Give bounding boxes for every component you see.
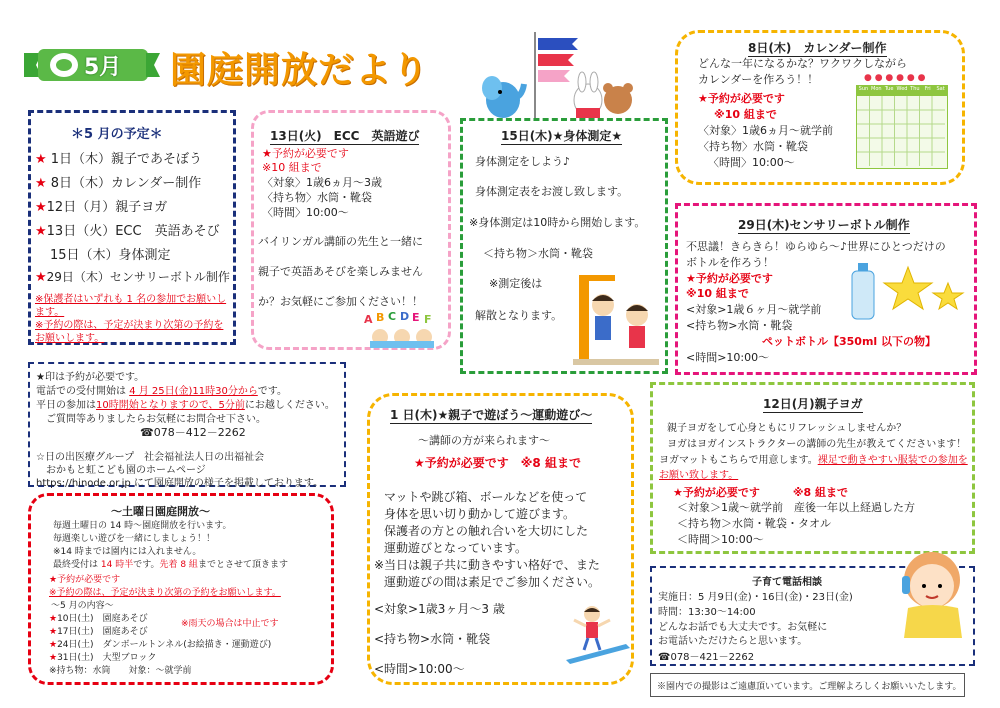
saturday-line-4-desu: です。 (133, 560, 160, 570)
saturday-line-2: 毎週楽しい遊びを一緒にしましょう！！ (53, 534, 216, 544)
star-icon: ★ (35, 176, 47, 191)
sensory-time: <時間>10:00～ (686, 351, 770, 364)
abc-children-illustration (362, 311, 442, 353)
calendar-day-label: Tue (884, 86, 894, 92)
saturday-item-text: ダンボールトンネル(お絵描き・運動遊び) (102, 640, 272, 650)
page-title: 園庭開放だより (170, 50, 430, 91)
saturday-footer: ※持ち物：水筒 対象：～就学前 (49, 666, 192, 676)
info-box (28, 362, 346, 487)
saturday-line-4-text: 最終受付は (53, 560, 101, 570)
calendar-box (675, 30, 965, 185)
movement-line-1: マットや跳び箱、ボールなどを使って (384, 490, 588, 504)
saturday-item: ★31日(土) 大型ブロック (49, 653, 157, 663)
sensory-line-1: 不思議！きらきら！ゆらゆら～♪世界にひとつだけの (686, 240, 946, 253)
yoga-line-1: 親子ヨガをして心身ともにリフレッシュしませんか？ (667, 423, 907, 434)
ecc-title: 13日(火) ECC 英語遊び (270, 129, 420, 143)
schedule-item-text: 13日（火）ECC 英語あそび (46, 224, 220, 239)
saturday-item-date: 17日(土) (57, 627, 94, 637)
schedule-item-text: 12日（月）親子ヨガ (46, 200, 168, 215)
info-line-4: ご質問等ありましたらお気軽にお問合せ下さい。 (46, 414, 266, 425)
ecc-items: 〈持ち物〉水筒・靴袋 (262, 191, 372, 204)
saturday-title: ～土曜日園庭開放～ (111, 505, 210, 518)
measure-line-2: 身体測定表をお渡し致します。 (475, 185, 629, 198)
measure-box (460, 118, 668, 374)
month-badge (22, 45, 162, 85)
calendar-grid-illustration (856, 85, 948, 169)
sensory-line-2: ボトルを作ろう！ (686, 256, 774, 269)
yoga-items: ＜持ち物＞水筒・靴袋・タオル (677, 517, 831, 530)
phone-title: 子育て電話相談 (752, 577, 822, 588)
schedule-box (28, 110, 236, 345)
calendar-items: 〈持ち物〉水筒・靴袋 (698, 140, 808, 153)
movement-line-6: 運動遊びの間は素足でご参加ください。 (384, 575, 601, 589)
animal-faces-icon: ● ● ● ● ● ● (864, 73, 926, 83)
ecc-desc-2: 親子で英語あそびを楽しみません (258, 265, 423, 278)
saturday-item: ★10日(土) 園庭あそび (49, 614, 148, 624)
sensory-reserve: ★予約が必要です (686, 272, 773, 285)
calendar-line-1: どんな一年になるかな？ワクワクしながら (698, 57, 907, 70)
star-icon: ★ (35, 224, 47, 239)
yoga-line-3 (659, 451, 968, 466)
info-line-6: おかもと虹こども園のホームページ (46, 465, 206, 476)
sensory-box (675, 203, 977, 375)
movement-title: 1 日(木)★親子で遊ぼう～運動遊び～ (390, 408, 593, 422)
girl-phone-illustration (880, 540, 975, 644)
calendar-day-label: Mon (871, 86, 882, 92)
measure-line-4: ＜持ち物＞水筒・靴袋 (483, 247, 593, 260)
svg-text:B: B (376, 311, 385, 324)
movement-box (367, 393, 634, 685)
schedule-item (35, 220, 230, 244)
yoga-time: ＜時間＞10:00～ (677, 533, 764, 546)
calendar-day-label: Thu (910, 86, 920, 92)
schedule-item-text: 8日（木）カレンダー制作 (46, 176, 202, 191)
phone-time: 時間：13:30～14:00 (658, 607, 756, 618)
info-line-1: ★印は予約が必要です。 (36, 372, 145, 383)
phone-dates: 実施日：5 月9日(金)・16日(金)・23日(金) (658, 592, 853, 603)
sensory-target: <対象>1歳６ヶ月～就学前 (686, 303, 822, 316)
calendar-limit: ※10 組まで (714, 108, 777, 121)
yoga-reserve: ★予約が必要です ※8 組まで (673, 486, 849, 499)
calendar-title: 8日(木) カレンダー制作 (748, 41, 887, 55)
calendar-cells-icon (857, 96, 945, 166)
saturday-line-4-first: 先着 8 組 (159, 560, 198, 570)
info-line-3-end: にお越しください。 (244, 400, 335, 411)
schedule-item (35, 268, 230, 292)
schedule-item-text: 1日（木）親子であそぼう (46, 152, 203, 167)
movement-line-3: 保護者の方との触れ合いを大切にした (384, 524, 589, 538)
calendar-reserve: ★予約が必要です (698, 92, 785, 105)
movement-time: <時間>10:00～ (374, 662, 465, 676)
measure-line-6: 解散となります。 (475, 309, 563, 322)
svg-text:D: D (400, 311, 410, 323)
info-line-2-end: です。 (257, 386, 287, 397)
saturday-item-date: 10日(土) (57, 614, 94, 624)
saturday-item-text: 園庭あそび (102, 627, 148, 637)
ecc-desc-3: か？お気軽にご参加ください！！ (258, 295, 423, 308)
saturday-rain-note: ※雨天の場合は中止です (181, 619, 279, 629)
movement-line-4: 運動遊びとなっています。 (384, 541, 528, 555)
footer-note: ※園内での撮影はご遠慮頂いています。ご理解よろしくお願いいたします。 (657, 682, 962, 692)
bottle-stars-illustration (848, 261, 968, 325)
month-label: 5月 (84, 55, 122, 80)
star-icon: ★ (35, 200, 47, 215)
saturday-note: ※予約の際は、予定が決まり次第の予約をお願いします。 (49, 588, 281, 598)
info-tel: ☎078－412－2262 (140, 426, 246, 439)
saturday-item: ★24日(土) ダンボールトンネル(お絵描き・運動遊び) (49, 640, 272, 650)
ecc-target: 〈対象〉1歳6ヵ月～3歳 (262, 176, 382, 189)
info-line-2-highlight: 4 月 25日(金)11時30分から (129, 386, 258, 397)
movement-items: <持ち物>水筒・靴袋 (374, 632, 491, 646)
calendar-day-label: Sat (936, 86, 945, 92)
sensory-bottle: ペットボトル【350ml 以下の物】 (762, 335, 937, 348)
info-homepage-link[interactable]: https://hinode.or.jp にて園庭開放の様子を掲載しております。 (36, 478, 324, 489)
measure-title: 15日(木)★身体測定★ (501, 129, 623, 143)
movement-reserve: ★予約が必要です ※8 組まで (414, 456, 581, 470)
svg-text:E: E (412, 311, 420, 324)
schedule-item (35, 148, 230, 172)
info-line-5: ☆日の出医療グループ 社会福祉法人日の出福祉会 (36, 452, 265, 463)
schedule-item (35, 196, 230, 220)
yoga-target: ＜対象＞1歳～就学前 産後一年以上経過した方 (677, 501, 915, 514)
yoga-box (650, 382, 975, 554)
measure-line-5: ※測定後は (489, 277, 543, 290)
ecc-time: 〈時間〉10:00～ (262, 206, 349, 219)
schedule-title: ＊5 月の予定＊ (71, 127, 163, 142)
calendar-time: 〈時間〉10:00～ (708, 156, 795, 169)
sensory-items: <持ち物>水筒・靴袋 (686, 319, 793, 332)
saturday-reserve: ★予約が必要です (49, 575, 121, 585)
info-line-3-highlight: 10時開始となりますので、5分前 (96, 400, 245, 411)
schedule-item (35, 172, 230, 196)
saturday-item-date: 24日(土) (57, 640, 94, 650)
saturday-line-4-time: 14 時半 (100, 560, 134, 570)
info-line-3 (36, 396, 335, 411)
calendar-day-label: Sun (858, 86, 869, 92)
movement-line-5: ※当日は親子共に動きやすい格好で、また (374, 558, 600, 572)
yoga-title: 12日(月)親子ヨガ (763, 397, 863, 411)
saturday-item-text: 大型ブロック (102, 653, 157, 663)
movement-target: <対象>1歳3ヶ月～3 歳 (374, 602, 505, 616)
info-line-2-text: 電話での受付開始は (36, 386, 130, 397)
calendar-day-label: Fri (924, 86, 931, 92)
saturday-line-3: ※14 時までは園内には入れません。 (53, 547, 202, 557)
saturday-box (28, 493, 334, 685)
schedule-item-text: 29日（木）センサリーボトル制作 (46, 270, 230, 284)
yoga-line-2: ヨガはヨガインストラクターの講師の先生が教えてくださいます！ (667, 439, 967, 450)
schedule-list (35, 148, 230, 292)
yoga-line-3-highlight: 裸足で動きやすい服装での参加を (817, 455, 968, 466)
balance-beam-illustration (566, 604, 632, 672)
info-line-2 (36, 382, 287, 397)
svg-text:A: A (364, 313, 373, 326)
schedule-item-text: 15日（木）身体測定 (50, 248, 171, 263)
sensory-title: 29日(木)センサリーボトル制作 (738, 218, 910, 232)
svg-text:C: C (388, 311, 397, 323)
svg-text:F: F (424, 313, 432, 326)
star-icon: ★ (35, 152, 47, 167)
ecc-limit: ※10 組まで (262, 161, 322, 174)
phone-line-1: どんなお話でも大丈夫です。お気軽に (658, 622, 828, 633)
sensory-limit: ※10 組まで (686, 287, 749, 300)
phone-tel: ☎078－421－2262 (658, 652, 755, 663)
schedule-item (35, 244, 230, 268)
saturday-item-text: 園庭あそび (102, 614, 148, 624)
phone-line-2: お電話いただけたらと思います。 (658, 636, 808, 647)
calendar-day-label: Wed (896, 86, 908, 92)
saturday-item-date: 31日(土) (57, 653, 94, 663)
saturday-line-4 (53, 557, 288, 570)
saturday-content: ～5 月の内容～ (51, 601, 114, 611)
info-line-3-text: 平日の参加は (36, 400, 96, 411)
movement-sub: ～講師の方が来られます～ (418, 434, 550, 447)
measure-line-3: ※身体測定は10時から開始します。 (469, 216, 646, 229)
movement-line-2: 身体を思い切り動かして遊びます。 (384, 507, 576, 521)
saturday-line-4-end: までとさせて頂きます (197, 560, 288, 570)
saturday-line-1: 毎週土曜日の 14 時～園庭開放を行います。 (53, 521, 232, 531)
ecc-box (251, 110, 451, 350)
height-measure-illustration (571, 271, 661, 371)
ecc-desc-1: バイリンガル講師の先生と一緒に (258, 235, 423, 248)
calendar-line-2: カレンダーを作ろう！！ (698, 73, 819, 86)
schedule-note-1: ※保護者はいずれも 1 名の参加でお願いします。 (35, 294, 227, 318)
footer-note-box (650, 673, 965, 697)
saturday-item: ★17日(土) 園庭あそび (49, 627, 148, 637)
yoga-line-4: お願い致します。 (659, 470, 739, 481)
star-icon: ★ (35, 270, 47, 285)
animals-koinobori-illustration (478, 28, 638, 123)
measure-line-1: 身体測定をしよう♪ (475, 155, 571, 168)
yoga-line-3-text: ヨガマットもこちらで用意します。 (659, 455, 818, 466)
ecc-reserve: ★予約が必要です (262, 147, 349, 160)
calendar-target: 〈対象〉1歳6ヵ月～就学前 (698, 124, 833, 137)
schedule-note-2: ※予約の際は、予定が決まり次第の予約をお願いします。 (35, 320, 224, 344)
